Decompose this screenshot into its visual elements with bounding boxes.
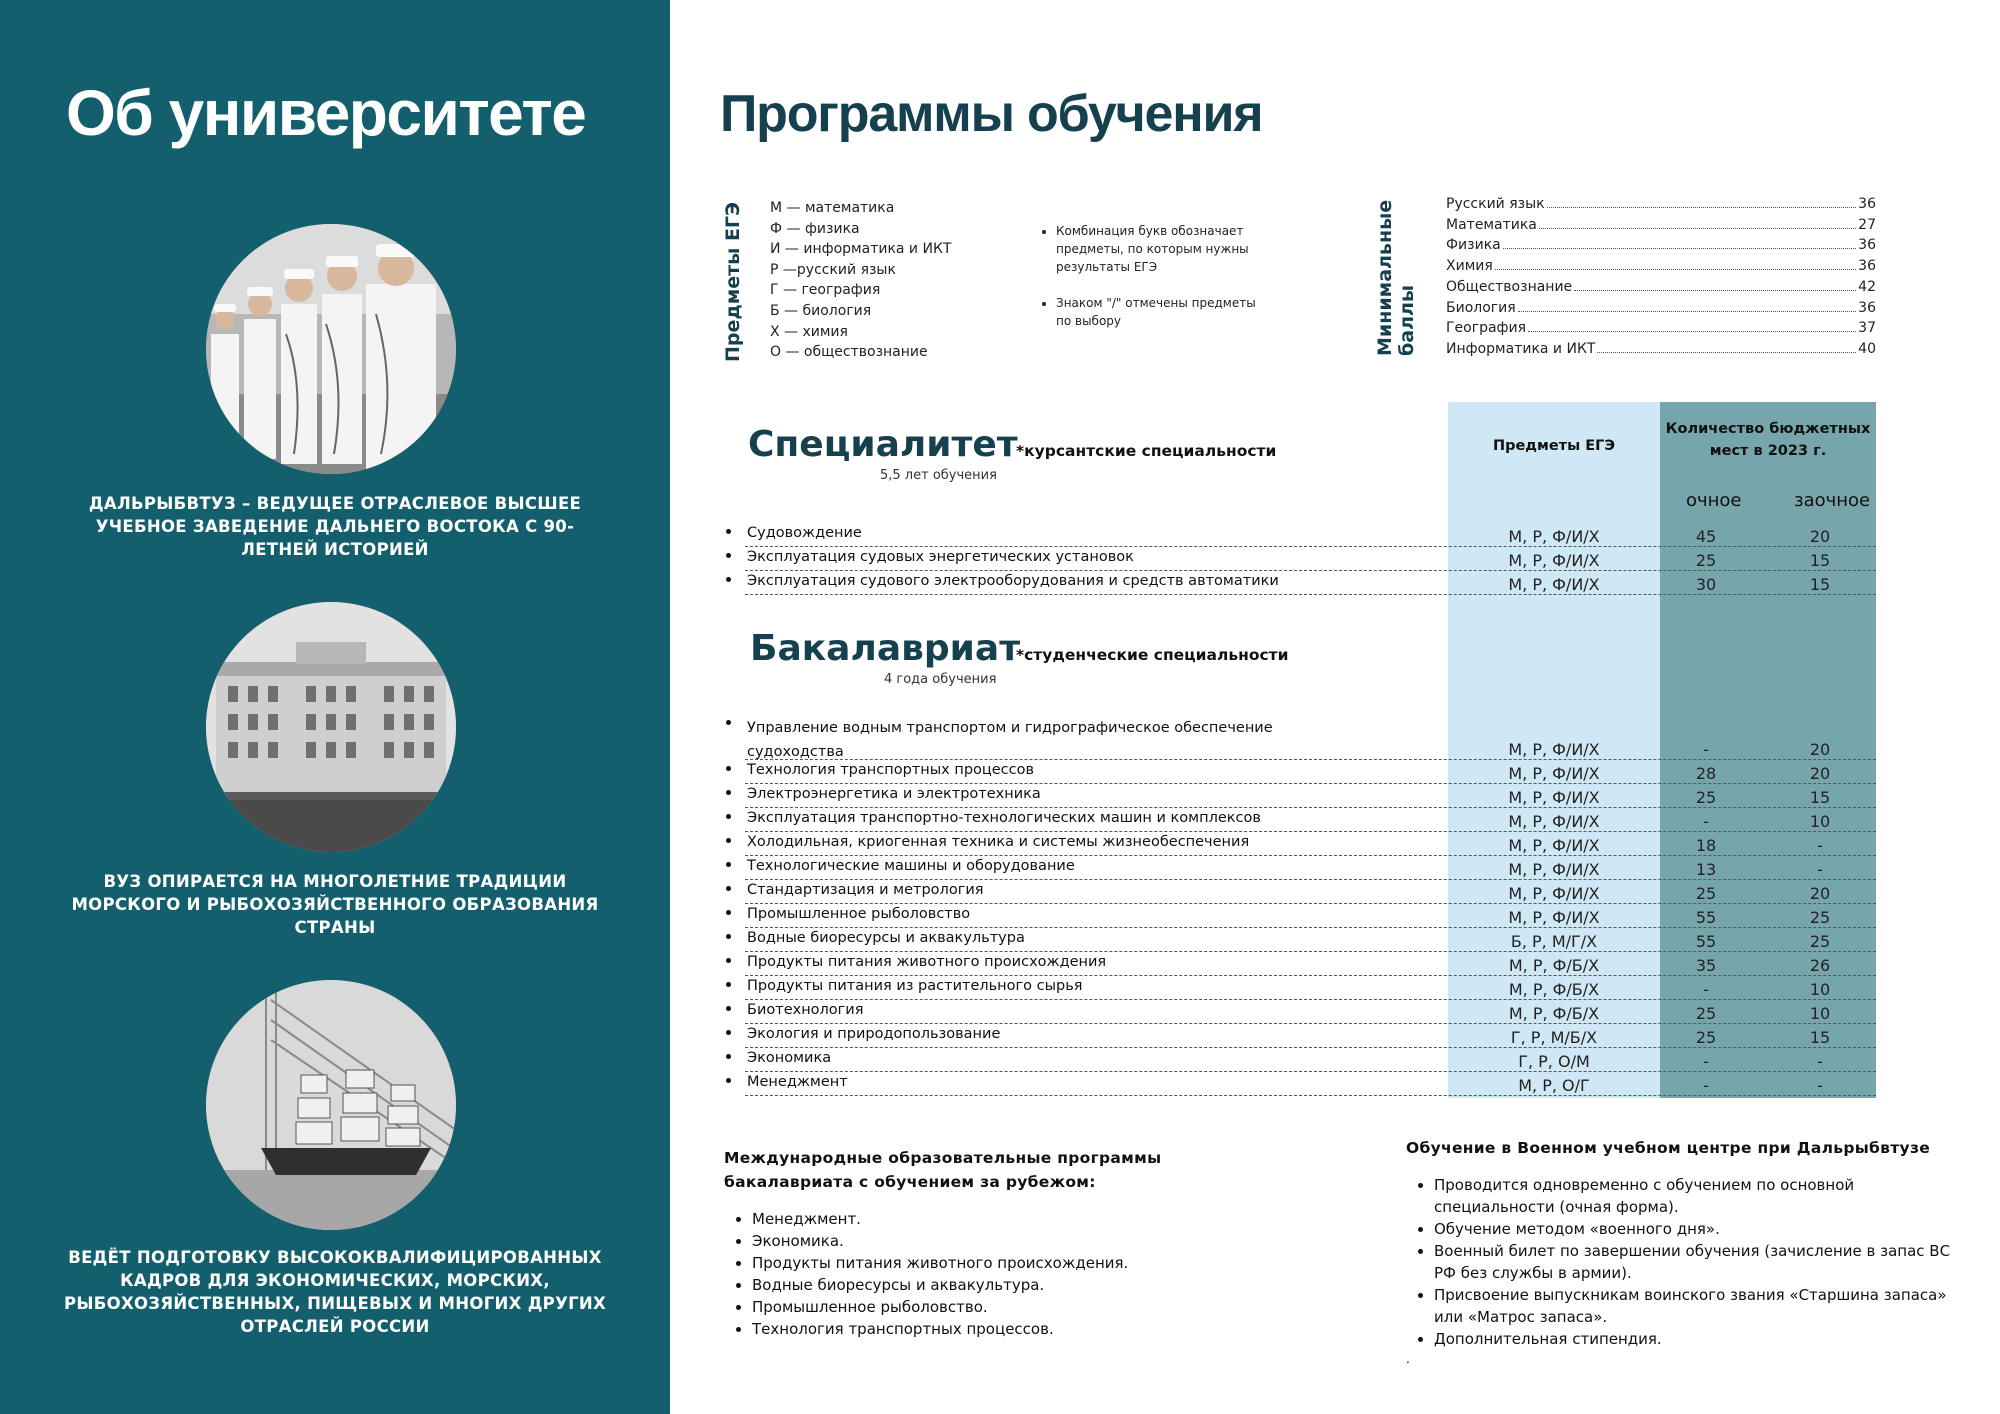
military-title: Обучение в Военном учебном центре при Дальрыбвтузе bbox=[1406, 1139, 1931, 1157]
bullet-icon bbox=[726, 1078, 731, 1083]
note-item: • Комбинация букв обозначает предметы, по которым нужны результаты ЕГЭ bbox=[1056, 222, 1270, 276]
score-row: Химия 36 bbox=[1446, 258, 1876, 275]
table-row: Продукты питания животного происхождения М, Р, Ф/Б/Х 35 26 bbox=[745, 952, 1876, 976]
building-photo bbox=[206, 602, 456, 852]
table-row: Управление водным транспортом и гидрографическое обеспечение судоходства М, Р, Ф/И/Х - 20 bbox=[745, 714, 1876, 760]
min-scores-vertical-label bbox=[1374, 200, 1418, 356]
list-item: • Продукты питания животного происхождения. bbox=[752, 1252, 1244, 1274]
military-list bbox=[1434, 1174, 1976, 1350]
cadets-photo bbox=[206, 224, 456, 474]
bullet-icon bbox=[726, 934, 731, 939]
bullet-icon bbox=[726, 862, 731, 867]
bullet-icon bbox=[726, 1030, 731, 1035]
caption-1: ДАЛЬРЫБВТУЗ – ВЕДУЩЕЕ ОТРАСЛЕВОЕ ВЫСШЕЕ УЧЕБНОЕ ЗАВЕДЕНИЕ ДАЛЬНЕГО ВОСТОКА С 90-ЛЕТНЕЙ ИСТОРИЕЙ bbox=[88, 494, 582, 559]
list-item: • Технология транспортных процессов. bbox=[752, 1318, 1244, 1340]
min-scores-label-line1: Минимальные bbox=[1374, 199, 1396, 356]
left-title: Об университете bbox=[66, 77, 586, 149]
table-row: Менеджмент М, Р, О/Г - - bbox=[745, 1072, 1876, 1096]
ege-vertical-label: Предметы ЕГЭ bbox=[722, 202, 744, 362]
table-row: Холодильная, криогенная техника и системы жизнеобеспечения М, Р, Ф/И/Х 18 - bbox=[745, 832, 1876, 856]
score-row: Информатика и ИКТ 40 bbox=[1446, 340, 1876, 357]
international-block bbox=[724, 1146, 1244, 1340]
list-item: • Менеджмент. bbox=[752, 1208, 1244, 1230]
bachelor-years: 4 года обучения bbox=[884, 672, 997, 687]
specialitet-note: *курсантские специальности bbox=[1016, 442, 1277, 460]
left-panel bbox=[0, 0, 670, 1414]
list-item: • Водные биоресурсы и аквакультура. bbox=[752, 1274, 1244, 1296]
legend-item: М — математика bbox=[770, 200, 895, 216]
list-item: • Военный билет по завершении обучения (зачисление в запас ВС РФ без службы в армии). bbox=[1434, 1240, 1976, 1284]
min-scores-label-line2: баллы bbox=[1396, 284, 1418, 356]
bullet-icon bbox=[726, 886, 731, 891]
table-row: Эксплуатация транспортно-технологических машин и комплексов М, Р, Ф/И/Х - 10 bbox=[745, 808, 1876, 832]
military-block bbox=[1406, 1136, 1976, 1366]
row-name: Управление водным транспортом и гидрографическое обеспечение судоходства bbox=[747, 720, 1273, 760]
table-row: Судовождение М, Р, Ф/И/Х 45 20 bbox=[745, 523, 1876, 547]
table-row: Эксплуатация судового электрооборудования и средств автоматики М, Р, Ф/И/Х 30 15 bbox=[745, 571, 1876, 595]
bachelor-title: Бакалавриат bbox=[750, 628, 1021, 669]
bullet-icon bbox=[726, 766, 731, 771]
table-row: Продукты питания из растительного сырья М, Р, Ф/Б/Х - 10 bbox=[745, 976, 1876, 1000]
list-item: • Обучение методом «военного дня». bbox=[1434, 1218, 1976, 1240]
bullet-icon bbox=[726, 720, 731, 725]
international-title: Международные образовательные программы бакалавриата с обучением за рубежом: bbox=[724, 1149, 1162, 1191]
building-image bbox=[206, 602, 456, 852]
legend-item: Ф — физика bbox=[770, 220, 860, 237]
table-row: Промышленное рыболовство М, Р, Ф/И/Х 55 25 bbox=[745, 904, 1876, 928]
list-item: • Экономика. bbox=[752, 1230, 1244, 1252]
table-row: Экономика Г, Р, О/М - - bbox=[745, 1048, 1876, 1072]
header-full: очное bbox=[1686, 490, 1742, 511]
note-item: • Знаком "/" отмечены предметы по выбору bbox=[1056, 294, 1270, 330]
bullet-icon bbox=[726, 814, 731, 819]
score-row: Биология 36 bbox=[1446, 299, 1876, 316]
bullet-icon bbox=[726, 529, 731, 534]
table-row: Водные биоресурсы и аквакультура Б, Р, М/Г/Х 55 25 bbox=[745, 928, 1876, 952]
table-row: Технология транспортных процессов М, Р, Ф/И/Х 28 20 bbox=[745, 760, 1876, 784]
bullet-icon bbox=[726, 1054, 731, 1059]
caption-2: ВУЗ ОПИРАЕТСЯ НА МНОГОЛЕТНИЕ ТРАДИЦИИ МОРСКОГО И РЫБОХОЗЯЙСТВЕННОГО ОБРАЗОВАНИЯ СТРАНЫ bbox=[71, 872, 599, 937]
bullet-icon bbox=[726, 577, 731, 582]
international-list bbox=[752, 1208, 1244, 1340]
cadets-image bbox=[206, 224, 456, 474]
bachelor-note: *студенческие специальности bbox=[1016, 646, 1289, 664]
ege-notes bbox=[1040, 222, 1270, 330]
legend-item: Б — биология bbox=[770, 302, 872, 319]
score-row: Русский язык 36 bbox=[1446, 196, 1876, 212]
main-title: Программы обучения bbox=[720, 85, 1263, 143]
legend-item: И — информатика и ИКТ bbox=[770, 241, 952, 258]
bullet-icon bbox=[726, 790, 731, 795]
bullet-icon bbox=[726, 1006, 731, 1011]
bullet-icon bbox=[726, 982, 731, 987]
list-item: • Присвоение выпускникам воинского звания «Старшина запаса» или «Матрос запаса». bbox=[1434, 1284, 1976, 1328]
bullet-icon bbox=[726, 838, 731, 843]
header-seats: Количество бюджетных мест в 2023 г. bbox=[1665, 421, 1871, 459]
header-part: заочное bbox=[1794, 490, 1871, 511]
bullet-icon bbox=[726, 553, 731, 558]
header-ege: Предметы ЕГЭ bbox=[1492, 438, 1616, 454]
ship-image bbox=[206, 980, 456, 1230]
list-item: • Промышленное рыболовство. bbox=[752, 1296, 1244, 1318]
score-row: География 37 bbox=[1446, 320, 1876, 337]
score-row: Математика 27 bbox=[1446, 216, 1876, 233]
list-item: • Дополнительная стипендия. bbox=[1434, 1328, 1976, 1350]
min-scores-list bbox=[1446, 194, 1876, 360]
bullet-icon bbox=[726, 910, 731, 915]
trailing-mark: . bbox=[1406, 1352, 1410, 1366]
table-row: Технологические машины и оборудование М, Р, Ф/И/Х 13 - bbox=[745, 856, 1876, 880]
caption-3: ВЕДЁТ ПОДГОТОВКУ ВЫСОКОКВАЛИФИЦИРОВАННЫХ КАДРОВ ДЛЯ ЭКОНОМИЧЕСКИХ, МОРСКИХ, РЫБОХОЗЯЙСТВЕННЫХ, ПИЩЕВЫХ И МНОГИХ ДРУГИХ ОТРАСЛЕЙ РОССИИ bbox=[63, 1248, 607, 1336]
table-row: Электроэнергетика и электротехника М, Р, Ф/И/Х 25 15 bbox=[745, 784, 1876, 808]
bullet-icon bbox=[726, 958, 731, 963]
specialitet-years: 5,5 лет обучения bbox=[880, 468, 997, 483]
score-row: Обществознание 42 bbox=[1446, 278, 1876, 295]
legend-item: Х — химия bbox=[770, 323, 848, 340]
table-row: Экология и природопользование Г, Р, М/Б/Х 25 15 bbox=[745, 1024, 1876, 1048]
list-item: • Проводится одновременно с обучением по основной специальности (очная форма). bbox=[1434, 1174, 1976, 1218]
legend-item: О — обществознание bbox=[770, 344, 928, 361]
legend-item: Г — география bbox=[770, 282, 881, 299]
ege-legend bbox=[770, 198, 951, 363]
table-row: Стандартизация и метрология М, Р, Ф/И/Х 25 20 bbox=[745, 880, 1876, 904]
legend-item: Р —русский язык bbox=[770, 261, 896, 278]
specialitet-title: Специалитет bbox=[748, 424, 1018, 465]
table-row: Биотехнология М, Р, Ф/Б/Х 25 10 bbox=[745, 1000, 1876, 1024]
ship-photo bbox=[206, 980, 456, 1230]
table-row: Эксплуатация судовых энергетических установок М, Р, Ф/И/Х 25 15 bbox=[745, 547, 1876, 571]
score-row: Физика 36 bbox=[1446, 237, 1876, 254]
